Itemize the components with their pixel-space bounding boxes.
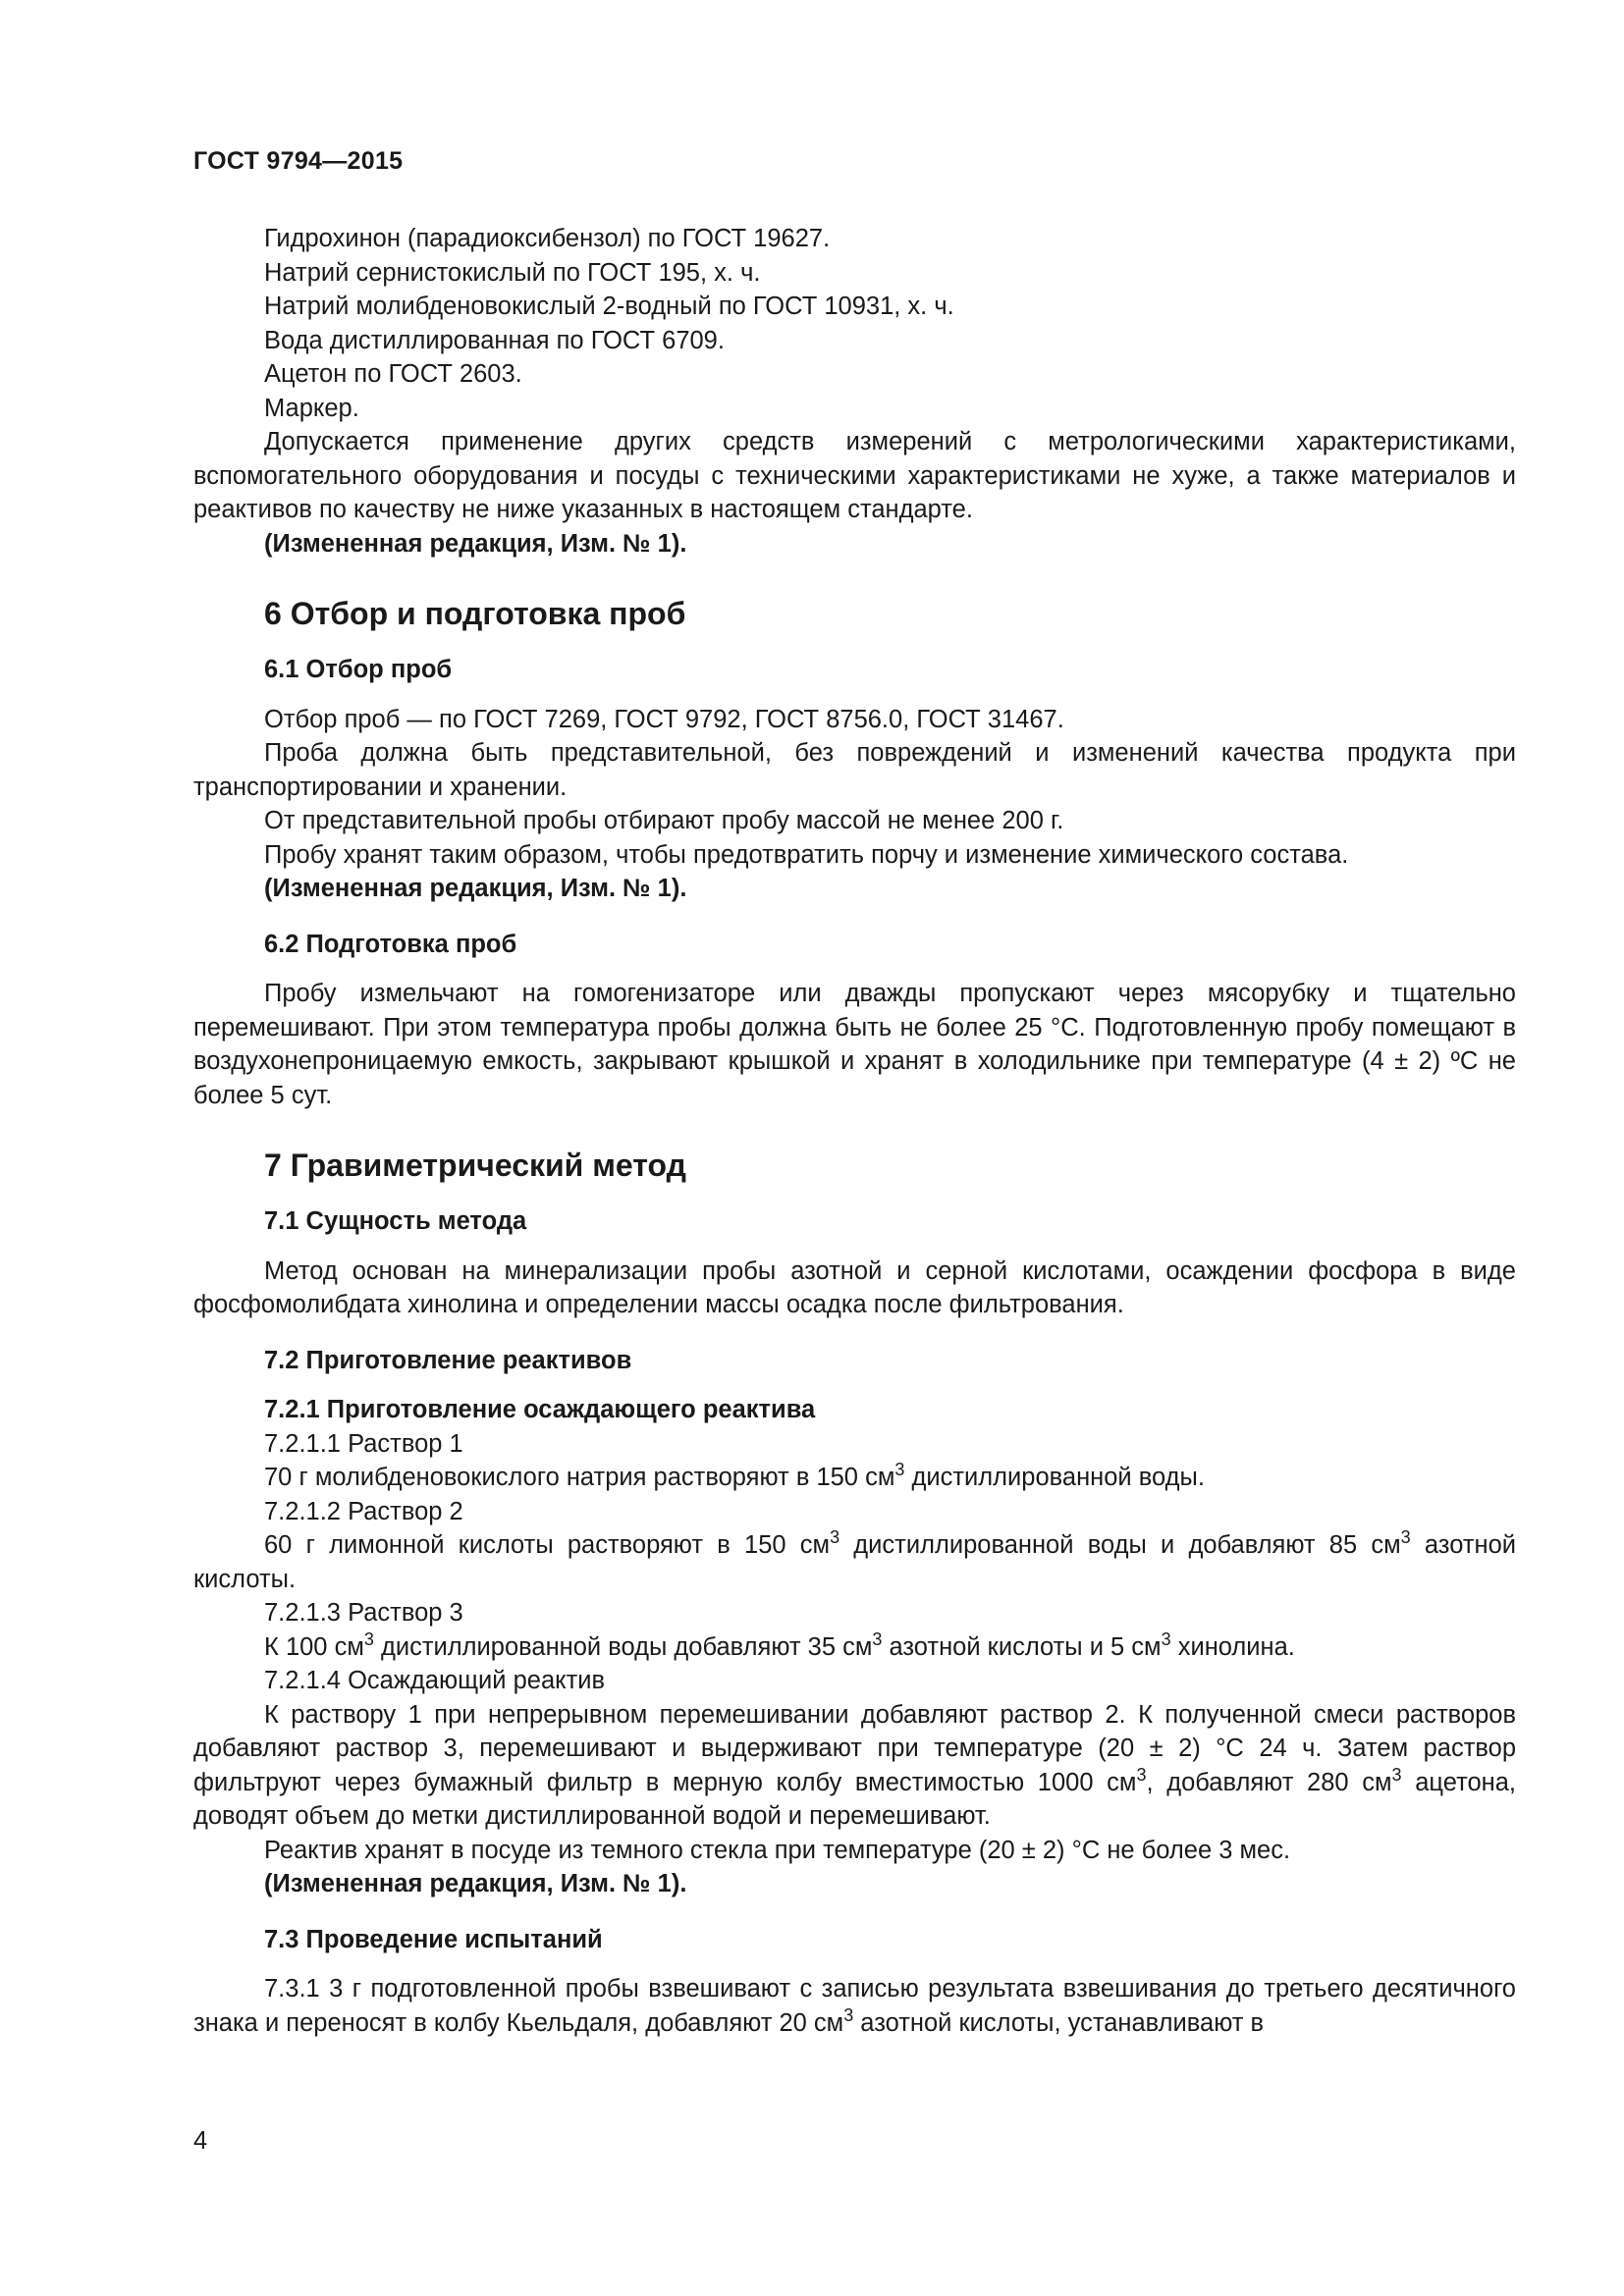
page-number: 4 bbox=[193, 2127, 208, 2155]
material-item: Вода дистиллированная по ГОСТ 6709. bbox=[264, 326, 725, 354]
material-item: Натрий сернистокислый по ГОСТ 195, х. ч. bbox=[264, 258, 761, 287]
section-7-3-heading: 7.3 Проведение испытаний bbox=[264, 1925, 603, 1953]
preparation-paragraph: Пробу измельчают на гомогенизаторе или дважды пропускают через мясорубку и тщательно перемешивают. При этом температура пробы должна быть не более 25 °С. Подготовленную пробу помещают в воздухонепроницаемую емкость, закрывают крышкой и хранят в холодильнике при температуре (4 ± 2) ºС не более 5 сут. bbox=[193, 980, 1516, 1109]
section-6-heading: 6 Отбор и подготовка проб bbox=[264, 596, 686, 631]
material-item: Маркер. bbox=[264, 394, 359, 422]
sampling-paragraph: Проба должна быть представительной, без повреждений и изменений качества продукта при транспортировании и хранении. bbox=[193, 739, 1516, 801]
solution-3-title: 7.2.1.3 Раствор 3 bbox=[264, 1599, 463, 1627]
allowance-paragraph: Допускается применение других средств измерений с метрологическими характеристиками, вспомогательного оборудования и посуды с техническими характеристиками не хуже, а также материалов и реактивов по качеству не ниже указанных в настоящем стандарте. bbox=[193, 428, 1516, 523]
amendment-note: (Измененная редакция, Изм. № 1). bbox=[264, 875, 687, 902]
sampling-paragraph: От представительной пробы отбирают пробу массой не менее 200 г. bbox=[264, 807, 1064, 834]
method-essence-paragraph: Метод основан на минерализации пробы азотной и серной кислотами, осаждении фосфора в виде фосфомолибдата хинолина и определении массы осадка после фильтрования. bbox=[193, 1256, 1516, 1318]
section-7-1-heading: 7.1 Сущность метода bbox=[264, 1207, 527, 1235]
material-item: Гидрохинон (парадиоксибензол) по ГОСТ 19627. bbox=[264, 225, 831, 252]
solution-1-title: 7.2.1.1 Раствор 1 bbox=[264, 1429, 463, 1458]
section-7-2-1-heading: 7.2.1 Приготовление осаждающего реактива bbox=[264, 1396, 816, 1423]
document-body bbox=[193, 222, 1516, 2040]
sampling-standards: Отбор проб — по ГОСТ 7269, ГОСТ 9792, ГОСТ 8756.0, ГОСТ 31467. bbox=[264, 705, 1064, 733]
solution-3-paragraph: К 100 $см^3$ дистиллированной воды добавляют 35 $см^3$ азотной кислоты и 5 $см^3$ хинолина. bbox=[264, 1629, 1295, 1661]
material-item: Натрий молибденовокислый 2-водный по ГОСТ 10931, х. ч. bbox=[264, 293, 954, 320]
reagent-storage-paragraph: Реактив хранят в посуде из темного стекла при температуре (20 ± 2) °С не более 3 мес. bbox=[264, 1836, 1291, 1864]
precipitating-reagent-title: 7.2.1.4 Осаждающий реактив bbox=[264, 1667, 606, 1694]
section-6-2-heading: 6.2 Подготовка проб bbox=[264, 930, 517, 958]
document-header: ГОСТ 9794—2015 bbox=[193, 147, 404, 175]
amendment-note: (Измененная редакция, Изм. № 1). bbox=[264, 1870, 687, 1897]
section-7-2-heading: 7.2 Приготовление реактивов bbox=[264, 1346, 632, 1374]
solution-2-paragraph: 60 г лимонной кислоты растворяют в 150 $см^3$ дистиллированной воды и добавляют 85 $см^3$ азотной кислоты. bbox=[193, 1527, 1517, 1593]
section-7-heading: 7 Гравиметрический метод bbox=[264, 1148, 686, 1183]
testing-paragraph: 7.3.1 3 г подготовленной пробы взвешивают с записью результата взвешивания до третьего десятичного знака и переносят в колбу Кьельдаля, добавляют 20 $см^3$ азотной кислоты, устанавливают в bbox=[193, 1975, 1516, 2037]
section-6-1-heading: 6.1 Отбор проб bbox=[264, 656, 453, 683]
sampling-paragraph: Пробу хранят таким образом, чтобы предотвратить порчу и изменение химического состава. bbox=[264, 840, 1349, 869]
precipitating-reagent-paragraph: К раствору 1 при непрерывном перемешивании добавляют раствор 2. К полученной смеси растворов добавляют раствор 3, перемешивают и выдерживают при температуре (20 ± 2) °С 24 ч. Затем раствор фильтруют через бумажный фильтр в мерную колбу вместимостью 1000 $см^3$, добавляют 280 $см^3$ ацетона, доводят объем до метки дистиллированной водой и перемешивают. bbox=[193, 1700, 1516, 1830]
amendment-note: (Измененная редакция, Изм. № 1). bbox=[264, 529, 687, 558]
solution-1-paragraph: 70 г молибденовокислого натрия растворяют в 150 $см^3$ дистиллированной воды. bbox=[264, 1460, 1205, 1491]
solution-2-title: 7.2.1.2 Раствор 2 bbox=[264, 1497, 463, 1525]
material-item: Ацетон по ГОСТ 2603. bbox=[264, 360, 522, 388]
